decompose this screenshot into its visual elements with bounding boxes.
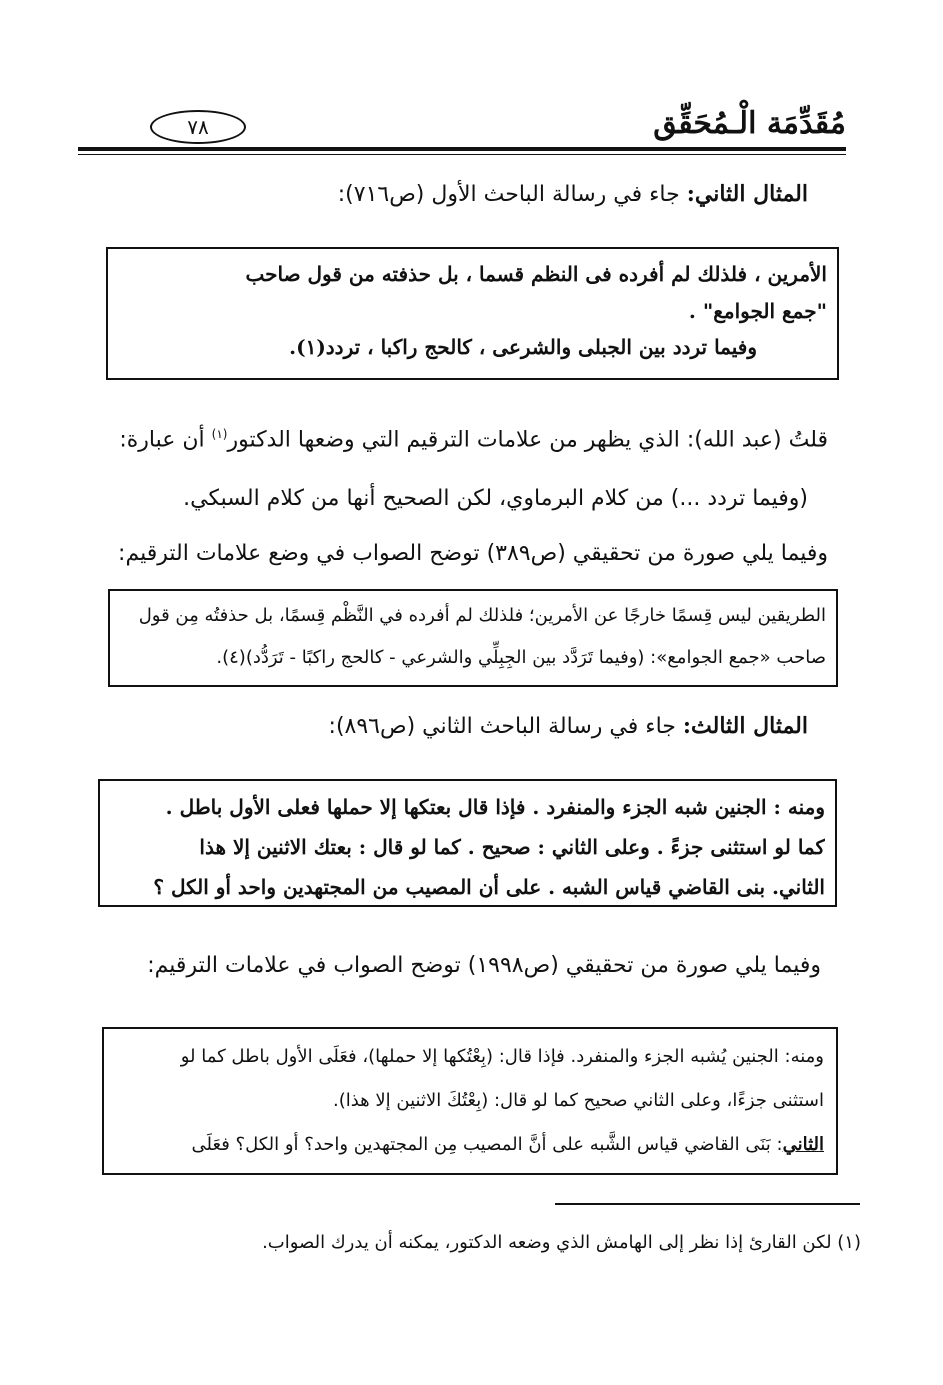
commentary-line-2: (وفيما تردد ...) من كلام البرماوي، لكن الصحيح أنها من كلام السبكي. (183, 486, 808, 511)
image-intro-1: وفيما يلي صورة من تحقيقي (ص٣٨٩) توضح الصواب في وضع علامات الترقيم: (118, 541, 828, 566)
quote-box-4-label: الثاني (782, 1134, 824, 1155)
page-header (78, 98, 846, 150)
quote-box-4-text: : بَنَى القاضي قياس الشَّبه على أنَّ المصيب مِن المجتهدين واحد؟ أو الكل؟ فعَلَى (191, 1134, 783, 1155)
quote-box-1 (106, 247, 839, 380)
quote-box-4 (102, 1027, 838, 1175)
quote-box-2-line: صاحب «جمع الجوامع»: (وفيما تَرَدَّد بين الجِبِلِّي والشرعي - كالحج راكبًا - تَرَدُّد)(٤). (216, 647, 826, 668)
quote-box-2-line: الطريقين ليس قِسمًا خارجًا عن الأمرين؛ فلذلك لم أفرده في النَّظْم قِسمًا، بل حذفتُه مِن قول (138, 605, 826, 626)
example-three-label: المثال الثالث: (682, 713, 808, 739)
page-number-badge: ٧٨ (150, 110, 246, 144)
page-title: مُقَدِّمَة الْـمُحَقِّق (653, 106, 846, 141)
quote-box-1-line: "جمع الجوامع" . (688, 299, 827, 323)
quote-box-3-line: الثاني. بنى القاضي قياس الشبه . على أن المصيب من المجتهدين واحد أو الكل ؟ (153, 875, 825, 899)
image-intro-2: وفيما يلي صورة من تحقيقي (ص١٩٩٨) توضح الصواب في علامات الترقيم: (147, 953, 821, 978)
quote-box-4-line: استثنى جزءًا، وعلى الثاني صحيح كما لو قال: (بِعْتُكَ الاثنين إلا هذا). (332, 1090, 824, 1111)
header-divider (78, 147, 846, 151)
footnote-ref: (١) (211, 427, 228, 441)
commentary-line-1 (0, 418, 828, 456)
quote-box-4-line: ومنه: الجنين يُشبه الجزء والمنفرد. فإذا قال: (بِعْتُكها إلا حملها)، فعَلَى الأول باطل كما لو (180, 1046, 824, 1067)
commentary-text: قلتُ (عبد الله): الذي يظهر من علامات الترقيم التي وضعها الدكتور (227, 427, 828, 453)
header-divider-thin (78, 154, 846, 155)
quote-box-1-line: وفيما تردد بين الجبلى والشرعى ، كالحج راكبا ، تردد(١). (289, 335, 757, 359)
footnote-divider (555, 1203, 860, 1205)
example-three-text: جاء في رسالة الباحث الثاني (ص٨٩٦): (328, 714, 683, 739)
quote-box-3-line: ومنه : الجنين شبه الجزء والمنفرد . فإذا قال بعتكها إلا حملها فعلى الأول باطل . (165, 795, 825, 819)
quote-box-3-line: كما لو استثنى جزءً . وعلى الثاني : صحيح . كما لو قال : بعتك الاثنين إلا هذا (199, 835, 825, 859)
example-three-heading (0, 710, 808, 743)
example-two-heading (0, 178, 808, 211)
footnote: (١) لكن القارئ إذا نظر إلى الهامش الذي وضعه الدكتور، يمكنه أن يدرك الصواب. (262, 1232, 861, 1253)
example-two-text: جاء في رسالة الباحث الأول (ص٧١٦): (337, 182, 687, 207)
quote-box-4-line (116, 1123, 824, 1167)
quote-box-3 (98, 779, 837, 907)
quote-box-2 (108, 589, 838, 687)
commentary-text-end: أن عبارة: (119, 427, 212, 453)
quote-box-1-line: الأمرين ، فلذلك لم أفرده فى النظم قسما ، بل حذفته من قول صاحب (245, 262, 827, 286)
example-two-label: المثال الثاني: (686, 181, 808, 207)
